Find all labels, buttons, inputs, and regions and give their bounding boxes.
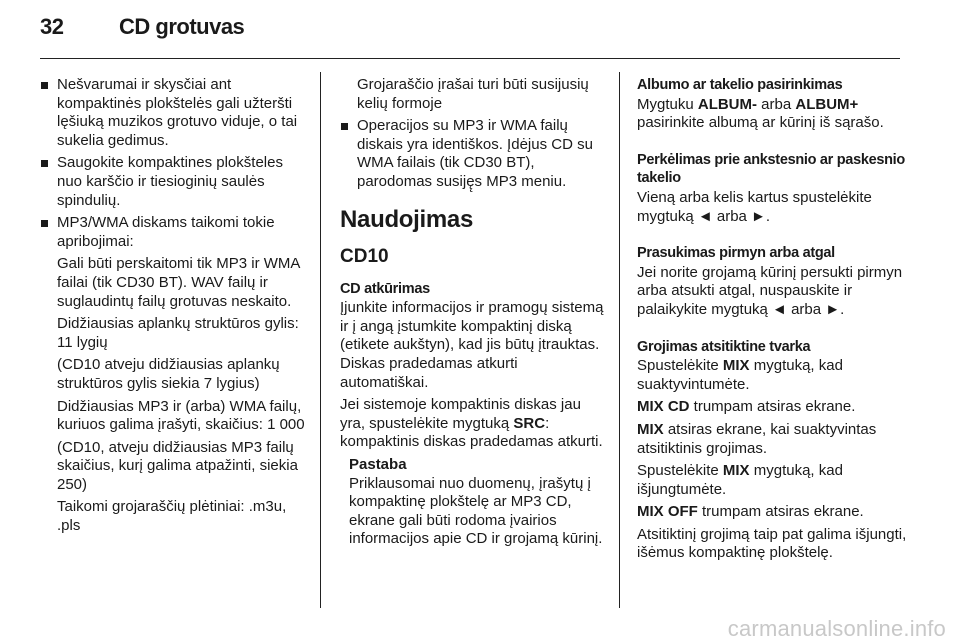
album-text	[637, 96, 917, 133]
chapter-title: CD grotuvas	[119, 14, 245, 39]
watermark: carmanualsonline.info	[727, 616, 946, 641]
bullet-item	[40, 214, 312, 251]
r4-post: mygtuką, kad išjungtumėte.	[637, 462, 843, 498]
bullet-text: MP3/WMA diskams taikomi tokie apribojimai:	[57, 214, 275, 250]
bullet-item	[340, 117, 610, 191]
column-2	[340, 76, 610, 549]
skip-heading: Perkėlimas prie ankstesnio ar paskesnio takelio	[637, 151, 905, 187]
play-heading: CD atkūrimas	[340, 280, 430, 297]
sub-paragraph: Gali būti perskaitomi tik MP3 ir WMA failai (tik CD30 BT). WAV failų ir suglaudintų failų grotuvas neskaito.	[57, 255, 300, 310]
bullet-text: Saugokite kompaktines plokšteles nuo karščio ir tiesioginių saulės spindulių.	[57, 154, 283, 209]
header-divider	[40, 58, 900, 59]
column-1	[40, 76, 312, 540]
bullet-text: Nešvarumai ir skysčiai ant kompaktinės plokštelės gali užteršti lęšiuką muzikos grotuvo viduje, o tai sukelia gedimus.	[57, 76, 298, 149]
mix-label: MIX	[637, 420, 664, 438]
sub-paragraph: (CD10 atveju didžiausias aplankų struktūros gylis siekia 7 lygius)	[57, 356, 280, 392]
album-minus-key: ALBUM-	[697, 95, 758, 113]
r4-pre: Spustelėkite	[637, 462, 723, 480]
bullet-square-icon	[41, 220, 48, 227]
album-post: pasirinkite albumą ar kūrinį iš sąrašo.	[637, 114, 884, 132]
seek-text: Jei norite grojamą kūrinį persukti pirmyn arba atsukti atgal, nuspauskite ir palaikykite mygtuką ◄ arba ►.	[637, 263, 903, 318]
eject-text	[340, 396, 610, 452]
continued-paragraph: Grojaraščio įrašai turi būti susijusių kelių formoje	[357, 76, 589, 112]
r2-post: trumpam atsiras ekrane.	[689, 398, 856, 416]
album-pre: Mygtuku	[637, 95, 698, 113]
r1-post: mygtuką, kad suaktyvintumėte.	[637, 357, 843, 393]
sub-paragraph: Didžiausias aplankų struktūros gylis: 11 lygių	[57, 315, 299, 351]
bullet-square-icon	[41, 82, 48, 89]
random-line-5	[637, 503, 917, 522]
random-heading: Grojimas atsitiktine tvarka	[637, 338, 811, 355]
random-line-4	[637, 462, 917, 499]
mix-cd-label: MIX CD	[637, 398, 690, 416]
r1-pre: Spustelėkite	[637, 357, 723, 375]
skip-text: Vieną arba kelis kartus spustelėkite mygtuką ◄ arba ►.	[637, 188, 872, 225]
bullet-text: Operacijos su MP3 ir WMA failų diskais yra identiškos. Įdėjus CD su WMA failais (tik CD30 BT), parodomas susiję̨s MP3 meniu.	[357, 117, 593, 190]
column-3	[637, 76, 917, 567]
random-line-3	[637, 421, 917, 458]
bullet-square-icon	[341, 123, 348, 130]
sub-paragraph: (CD10, atveju didžiausias MP3 failų skaičius, kurį galima atpažinti, siekia 250)	[57, 438, 298, 493]
src-key: SRC	[513, 414, 546, 432]
bullet-square-icon	[41, 160, 48, 167]
note-text: Priklausomai nuo duomenų, įrašytų į kompaktinę plokštelę ar MP3 CD, ekrane gali būti rodoma įvairios informacijos apie CD ir grojamą kūrinį.	[349, 474, 603, 548]
r5-post: trumpam atsiras ekrane.	[697, 503, 864, 521]
sub-paragraph: Didžiausias MP3 ir (arba) WMA failų, kuriuos galima įrašyti, skaičius: 1 000	[57, 397, 305, 434]
r3-post: atsiras ekrane, kai suaktyvintas atsitiktinis grojimas.	[637, 420, 877, 457]
random-line-1	[637, 357, 917, 394]
sub-paragraph: Taikomi grojaraščių plėtiniai: .m3u, .pls	[57, 498, 287, 535]
eject-text-post: : kompaktinis diskas pradedamas atkurti.	[340, 414, 603, 451]
bullet-item	[40, 76, 312, 150]
column-divider-1	[320, 72, 321, 608]
note-box	[340, 456, 610, 549]
album-mid: arba	[757, 95, 796, 113]
mix-off-label: MIX OFF	[637, 503, 698, 521]
mix-key: MIX	[722, 357, 750, 375]
album-plus-key: ALBUM+	[795, 95, 859, 113]
column-divider-2	[619, 72, 620, 608]
note-title: Pastaba	[349, 455, 407, 473]
play-text: Įjunkite informacijos ir pramogų sistemą ir į angą įstumkite kompaktinį diską (etikete aukštyn), kad jis būtų įtrauktas. Diskas pradedamas atkurti automatiškai.	[340, 299, 604, 391]
random-line-6: Atsitiktinį grojimą taip pat galima išjungti, išėmus kompaktinę plokštelę.	[637, 525, 907, 562]
bullet-item	[40, 154, 312, 210]
page-number: 32	[40, 14, 64, 39]
subsection-title: CD10	[340, 245, 389, 267]
mix-key: MIX	[722, 462, 750, 480]
eject-text-pre: Jei sistemoje kompaktinis diskas jau yra, spustelėkite mygtuką	[340, 396, 581, 432]
seek-heading: Prasukimas pirmyn arba atgal	[637, 245, 835, 262]
page-header	[40, 14, 920, 50]
random-line-2	[637, 398, 917, 417]
section-title: Naudojimas	[340, 205, 474, 233]
album-heading: Albumo ar takelio pasirinkimas	[637, 77, 843, 93]
